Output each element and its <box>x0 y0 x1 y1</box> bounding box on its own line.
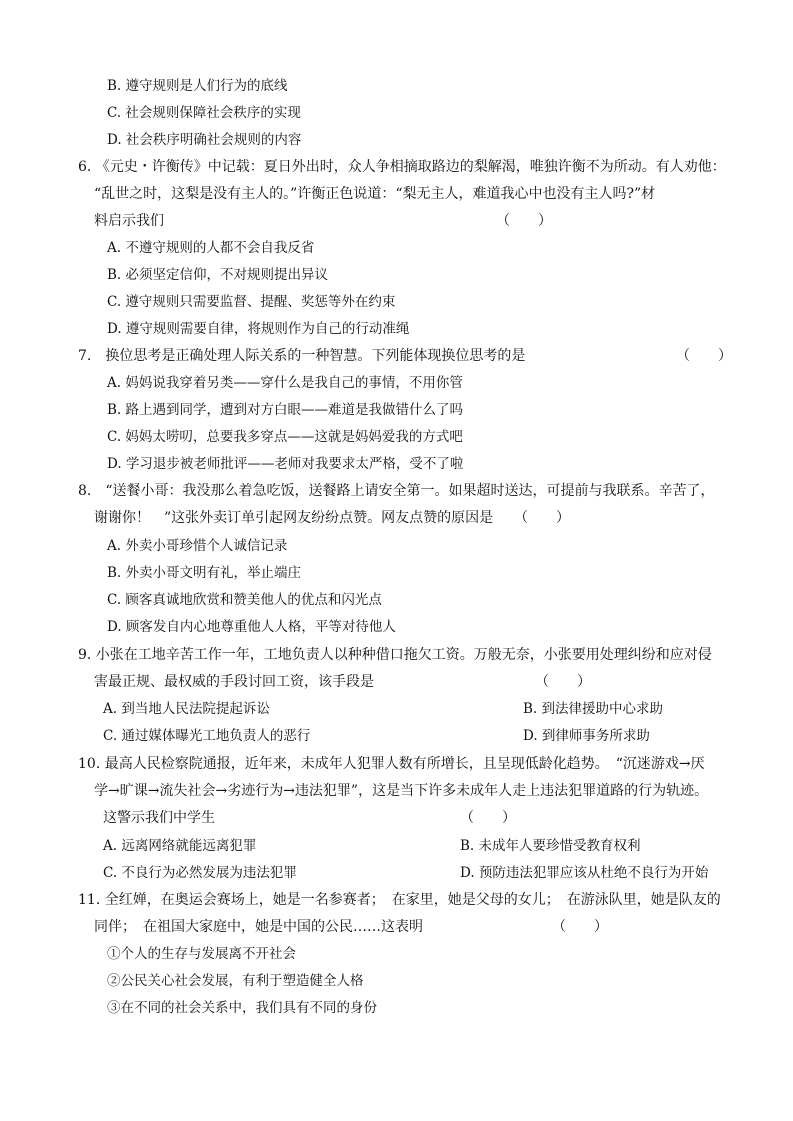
q6-answer-bracket: （ ） <box>496 213 552 229</box>
q6-option-a: A. 不遵守规则的人都不会自我反省 <box>107 240 315 256</box>
q9-stem-line2: 害最正规、最权威的手段讨回工资，该手段是 <box>94 674 374 690</box>
q10-stem-line1: 10. 最高人民检察院通报，近年来，未成年人犯罪人数有所增长，且呈现低龄化趋势。 “沉迷游戏→厌 <box>78 756 705 772</box>
q9-option-d: D. 到律师事务所求助 <box>523 728 650 744</box>
q6-stem-line3: 料启示我们 <box>94 213 164 229</box>
q7-answer-bracket: （ ） <box>676 348 732 364</box>
q9-answer-bracket: （ ） <box>535 674 591 690</box>
q7-option-a: A. 妈妈说我穿着另类——穿什么是我自己的事情，不用你管 <box>107 375 463 391</box>
q6-stem-line2: “乱世之时，这梨是没有主人的。”许衡正色说道：“梨无主人，难道我心中也没有主人吗?”材 <box>94 186 656 202</box>
q11-statement-1: ①个人的生存与发展离不开社会 <box>107 946 296 962</box>
q10-stem-line2: 学→旷课→流失社会→劣迹行为→违法犯罪”，这是当下许多未成年人走上违法犯罪道路的行为轨迹。 <box>94 783 709 799</box>
q10-stem-line3: 这警示我们中学生 <box>103 810 215 826</box>
q9-option-c: C. 通过媒体曝光工地负责人的恶行 <box>103 728 311 744</box>
q8-answer-bracket: （ ） <box>514 510 570 526</box>
q10-option-d: D. 预防违法犯罪应该从杜绝不良行为开始 <box>460 865 709 881</box>
q5-option-b: B. 遵守规则是人们行为的底线 <box>107 78 288 94</box>
q9-option-b: B. 到法律援助中心求助 <box>523 701 664 717</box>
q10-option-c: C. 不良行为必然发展为违法犯罪 <box>103 865 297 881</box>
q5-option-c: C. 社会规则保障社会秩序的实现 <box>107 105 301 121</box>
q11-stem-line2: 同伴； 在祖国大家庭中，她是中国的公民……这表明 <box>94 919 423 935</box>
q10-option-b: B. 未成年人要珍惜受教育权利 <box>460 838 641 854</box>
q7-option-b: B. 路上遇到同学，遭到对方白眼——难道是我做错什么了吗 <box>107 402 464 418</box>
q6-option-d: D. 遵守规则需要自律，将规则作为自己的行动准绳 <box>107 321 410 337</box>
q7-option-c: C. 妈妈太唠叨，总要我多穿点——这就是妈妈爱我的方式吧 <box>107 429 463 445</box>
q11-stem-line1: 11. 全红婵，在奥运会赛场上，她是一名参赛者； 在家里，她是父母的女儿； 在游泳队里，她是队友的 <box>78 892 721 908</box>
q8-option-a: A. 外卖小哥珍惜个人诚信记录 <box>107 538 288 554</box>
q8-stem-line2: 谢谢你！ ”这张外卖订单引起网友纷纷点赞。网友点赞的原因是 <box>94 510 494 526</box>
q11-statement-3: ③在不同的社会关系中，我们具有不同的身份 <box>107 1000 377 1016</box>
q6-stem-line1: 6. 《元史・许衡传》中记载：夏日外出时，众人争相摘取路边的梨解渴，唯独许衡不为所动。有人劝他： <box>78 159 726 175</box>
q8-stem-line1: 8. “送餐小哥：我没那么着急吃饭，送餐路上请安全第一。如果超时送达，可提前与我联系。辛苦了， <box>78 483 715 499</box>
q5-option-d: D. 社会秩序明确社会规则的内容 <box>107 132 302 148</box>
q8-option-c: C. 顾客真诚地欣赏和赞美他人的优点和闪光点 <box>107 592 382 608</box>
q6-option-b: B. 必须坚定信仰，不对规则提出异议 <box>107 267 329 283</box>
q7-option-d: D. 学习退步被老师批评——老师对我要求太严格，受不了啦 <box>107 456 464 472</box>
q9-option-a: A. 到当地人民法院提起诉讼 <box>103 701 270 717</box>
q8-option-b: B. 外卖小哥文明有礼，举止端庄 <box>107 565 302 581</box>
q11-answer-bracket: （ ） <box>552 919 608 935</box>
q8-option-d: D. 顾客发自内心地尊重他人人格，平等对待他人 <box>107 619 396 635</box>
q9-stem-line1: 9. 小张在工地辛苦工作一年，工地负责人以种种借口拖欠工资。万般无奈，小张要用处理纠纷和应对侵 <box>78 647 712 663</box>
q10-option-a: A. 远离网络就能远离犯罪 <box>103 838 257 854</box>
q11-statement-2: ②公民关心社会发展，有利于塑造健全人格 <box>107 973 364 989</box>
q10-answer-bracket: （ ） <box>460 810 516 826</box>
q7-stem-line1: 7. 换位思考是正确处理人际关系的一种智慧。下列能体现换位思考的是 <box>78 348 526 364</box>
q6-option-c: C. 遵守规则只需要监督、提醒、奖惩等外在约束 <box>107 294 396 310</box>
